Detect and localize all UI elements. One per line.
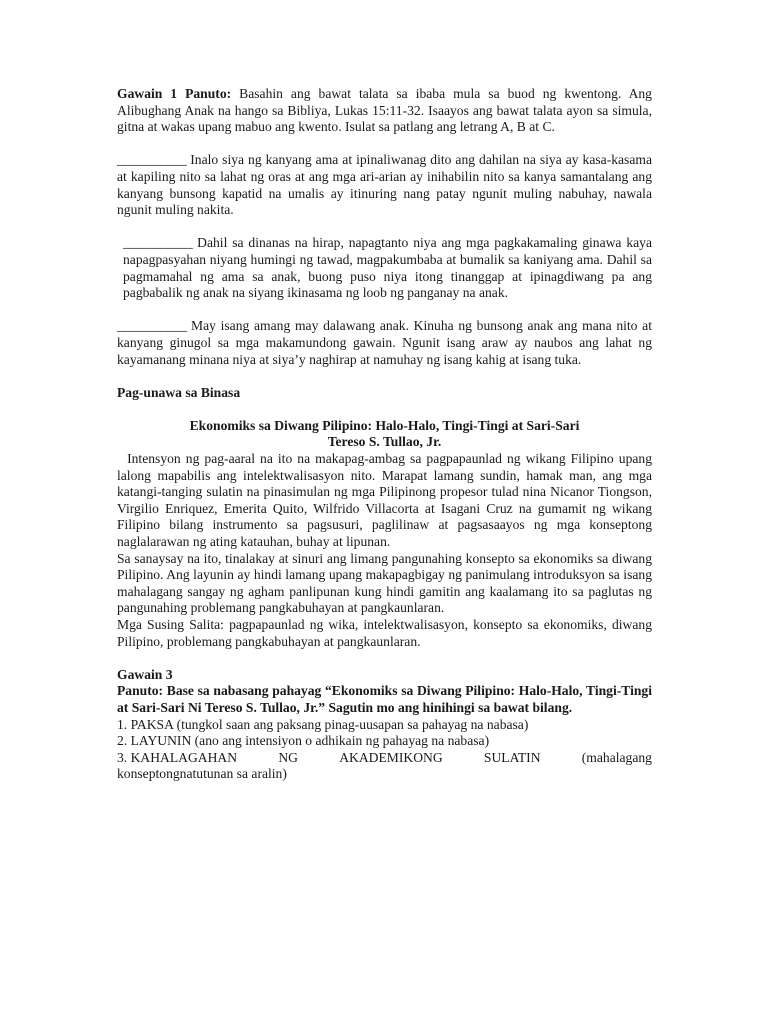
gawain3-item-3-line-2: konseptongnatutunan sa aralin)	[117, 766, 287, 782]
article-keywords: Mga Susing Salita: pagpapaunlad ng wika, intelektwalisasyon, konsepto sa ekonomiks, diwang Pilipino, problemang pangkabuhayan at pangkaunlaran.	[117, 617, 652, 649]
answer-blank-2[interactable]: ___________	[123, 235, 193, 251]
answer-blank-1[interactable]: ___________	[117, 152, 187, 168]
story-item-3-text: May isang amang may dalawang anak. Kinuha ng bunsong anak ang mana nito at kanyang ginugol sa mga makamundong gawain. Ngunit isang araw ay naubos ang lahat ng kayamanang minana niya at siya’y naghirap at namuhay ng isang kahig at isang tuka.	[117, 318, 652, 367]
article-title: Ekonomiks sa Diwang Pilipino: Halo-Halo, Tingi-Tingi at Sari-Sari	[189, 417, 580, 433]
story-item-3	[117, 318, 652, 368]
gawain3-item-3	[117, 750, 652, 767]
story-item-1-text: Inalo siya ng kanyang ama at ipinaliwanag dito ang dahilan na siya ay kasa-kasama at kapiling nito sa lahat ng oras at ang mga ari-arian ay inihabilin nito sa kanya samantalang ang kanyang bunsong kapatid na umalis ay itinuring nang patay ngunit muling nabuhay, nawala ngunit muling nakita.	[117, 152, 652, 218]
pag-unawa-heading: Pag-unawa sa Binasa	[117, 384, 241, 400]
gawain3-heading: Gawain 3	[117, 666, 173, 682]
gawain3-item-1: 1. PAKSA (tungkol saan ang paksang pinag-uusapan sa pahayag na nabasa)	[117, 716, 529, 732]
story-item-1	[117, 152, 652, 218]
article-author: Tereso S. Tullao, Jr.	[327, 434, 442, 450]
article-paragraph-2: Sa sanaysay na ito, tinalakay at sinuri ang limang pangunahing konsepto sa ekonomiks sa diwang Pilipino. Ang layunin ay hindi lamang upang makapagbigay ng panimulang introduksyon sa isang mahalagang sangay ng agham panlipunan kung hindi gamitin ang kaalamang ito sa paglutas ng pangunahing problemang pangkabuhayan at pangkaunlaran.	[117, 550, 652, 616]
gawain3-item-3-word-5: (mahalagang	[581, 749, 652, 765]
story-item-2	[117, 235, 652, 301]
gawain1-instructions-text: Basahin ang bawat talata sa ibaba mula sa buod ng kwentong. Ang Alibughang Anak na hango sa Bibliya, Lukas 15:11-32. Isaayos ang bawat talata ayon sa simula, gitna at wakas upang mabuo ang kwento. Isulat sa patlang ang letrang A, B at C.	[117, 86, 652, 135]
story-item-2-text: Dahil sa dinanas na hirap, napagtanto niya ang mga pagkakamaling ginawa kaya napagpasyahan niyang humingi ng tawad, magpakumbaba at bumalik sa kaniyang ama. Dahil sa pagmamahal ng ama sa anak, buong puso niya itong tinanggap at ipinagdiwang pa ang pagbabalik ng anak na siyang ikinasama ng loob ng panganay na anak.	[123, 235, 652, 301]
article-paragraph-1: Intensyon ng pag-aaral na ito na makapag-ambag sa pagpapaunlad ng wikang Filipino upang lalong mapabilis ang intelektwalisasyon nito. Marapat lamang sundin, hamak man, ang mga katangi-tanging sulatin na pinasimulan ng mga Pilipinong propesor tulad nina Nicanor Tiongson, Virgilio Enriquez, Emerita Quito, Wilfrido Villacorta at Isagani Cruz na gumamit ng wikang Filipino bilang instrumento sa pagsusuri, paglilinaw at pagsasaayos ng mga konseptong naglalarawan ng ating katauhan, buhay at lipunan.	[117, 451, 656, 550]
gawain3-item-3-word-3: AKADEMIKONG	[339, 749, 443, 765]
gawain3-item-3-word-2: NG	[278, 749, 298, 765]
answer-blank-3[interactable]: ___________	[117, 318, 187, 334]
gawain1-heading: Gawain 1 Panuto:	[117, 86, 232, 101]
gawain3-item-3-word-4: SULATIN	[483, 749, 541, 765]
gawain3-item-3-word-1: 3. KAHALAGAHAN	[117, 749, 238, 765]
gawain3-item-2: 2. LAYUNIN (ano ang intensiyon o adhikain ng pahayag na nabasa)	[117, 733, 490, 749]
gawain1-instructions	[117, 86, 652, 136]
gawain3-instructions: Panuto: Base sa nabasang pahayag “Ekonomiks sa Diwang Pilipino: Halo-Halo, Tingi-Tingi at Sari-Sari Ni Tereso S. Tullao, Jr.” Sagutin mo ang hinihingi sa bawat bilang.	[117, 683, 652, 715]
